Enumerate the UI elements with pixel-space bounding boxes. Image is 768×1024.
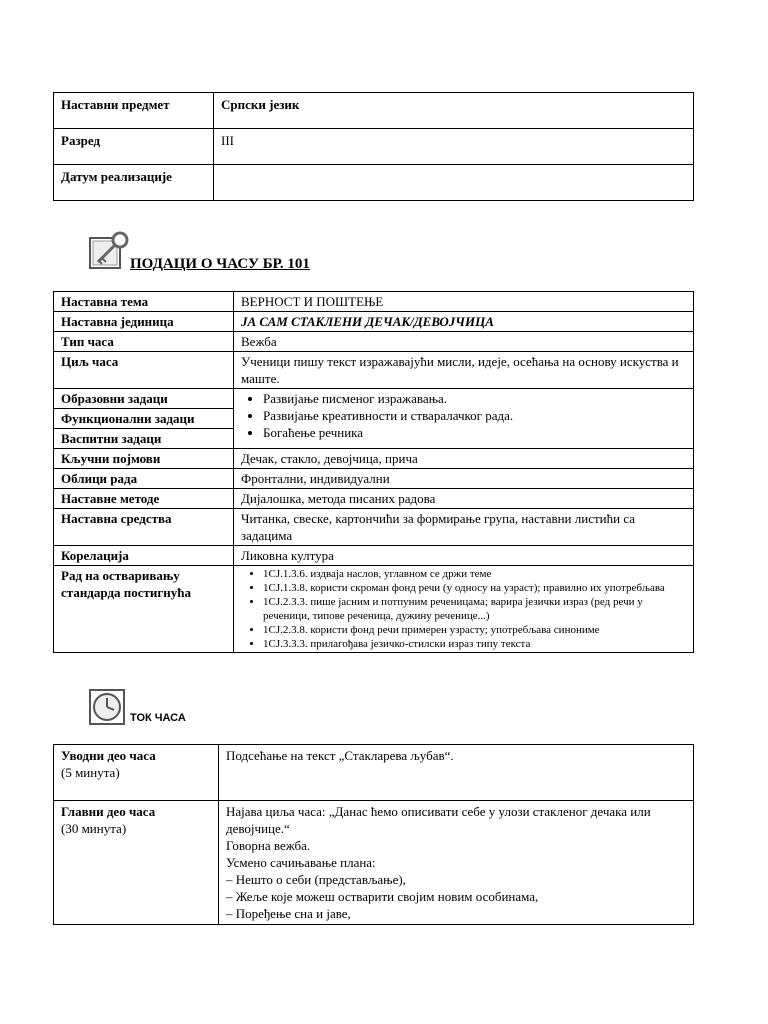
func-tasks-label: Функционални задаци bbox=[54, 409, 233, 429]
main-line: – Жеље које можеш остварити својим новим особинама, bbox=[226, 889, 539, 904]
table-row bbox=[54, 389, 694, 449]
type-label: Тип часа bbox=[54, 332, 234, 352]
list-item: • 1СЈ.1.3.8. користи скроман фонд речи (у односу на узраст); правилно их употребљава bbox=[263, 581, 686, 595]
list-item: • 1СЈ.2.3.3. пише јасним и потпуним реченицама; варира језички израз (ред речи у реченици, типове реченица, дужину реченице...) bbox=[263, 595, 686, 623]
list-item: • Развијање креативности и стваралачког рада. bbox=[263, 407, 686, 424]
main-cell bbox=[54, 801, 219, 925]
main-line: Усмено сачињавање плана: bbox=[226, 855, 376, 870]
means-label: Наставна средства bbox=[54, 509, 234, 546]
standards-label: Рад на остваривању стандарда постигнућа bbox=[54, 566, 234, 653]
main-line: – Поређење сна и јаве, bbox=[226, 906, 351, 921]
table-row bbox=[54, 352, 694, 389]
correlation-label: Корелација bbox=[54, 546, 234, 566]
table-row bbox=[54, 93, 694, 129]
methods-label: Наставне методе bbox=[54, 489, 234, 509]
table-row bbox=[54, 129, 694, 165]
goal-label: Циљ часа bbox=[54, 352, 234, 389]
list-item: • 1СЈ.1.3.6. издваја наслов, углавном се држи теме bbox=[263, 567, 686, 581]
type-value: Вежба bbox=[234, 332, 694, 352]
standards-value bbox=[234, 566, 694, 653]
flow-table bbox=[53, 744, 694, 925]
list-item: • 1СЈ.3.3.3. прилагођава језичко-стилски израз типу текста bbox=[263, 637, 686, 651]
means-value: Читанка, свеске, картончићи за формирање група, наставни листићи са задацима bbox=[234, 509, 694, 546]
methods-value: Дијалошка, метода писаних радова bbox=[234, 489, 694, 509]
grade-value: III bbox=[214, 129, 694, 165]
intro-cell bbox=[54, 745, 219, 801]
lesson-heading: ПОДАЦИ О ЧАСУ БР. 101 bbox=[130, 256, 310, 272]
info-table bbox=[53, 92, 694, 201]
main-label: Главни део часа bbox=[61, 804, 156, 819]
table-row bbox=[54, 469, 694, 489]
main-line: Говорна вежба. bbox=[226, 838, 311, 853]
intro-label: Уводни део часа bbox=[61, 748, 156, 763]
goal-value: Ученици пишу текст изражавајући мисли, идеје, осећања на основу искуства и маште. bbox=[234, 352, 694, 389]
tasks-list bbox=[241, 390, 686, 441]
list-item: • Развијање писменог изражавања. bbox=[263, 390, 686, 407]
edu-tasks-label: Образовни задаци bbox=[54, 389, 233, 409]
flow-heading: ТОК ЧАСА bbox=[130, 712, 186, 724]
table-row bbox=[54, 292, 694, 312]
list-item: • Богаћење речника bbox=[263, 424, 686, 441]
main-duration: (30 минута) bbox=[61, 821, 127, 836]
table-row bbox=[54, 489, 694, 509]
correlation-value: Ликовна култура bbox=[234, 546, 694, 566]
table-row bbox=[54, 745, 694, 801]
lesson-table bbox=[53, 291, 694, 653]
topic-label: Наставна тема bbox=[54, 292, 234, 312]
main-text bbox=[219, 801, 694, 925]
unit-label: Наставна јединица bbox=[54, 312, 234, 332]
table-row bbox=[54, 312, 694, 332]
list-item: • 1СЈ.2.3.8. користи фонд речи примерен узрасту; употребљава синониме bbox=[263, 623, 686, 637]
main-line: – Нешто о себи (представљање), bbox=[226, 872, 406, 887]
standards-list bbox=[241, 567, 686, 651]
table-row bbox=[54, 449, 694, 469]
intro-text: Подсећање на текст „Стакларева љубав“. bbox=[219, 745, 694, 801]
topic-value: ВЕРНОСТ И ПОШТЕЊЕ bbox=[234, 292, 694, 312]
date-label: Датум реализације bbox=[54, 165, 214, 201]
work-forms-value: Фронтални, индивидуални bbox=[234, 469, 694, 489]
tasks-labels bbox=[54, 389, 234, 449]
upbr-tasks-label: Васпитни задаци bbox=[61, 431, 162, 446]
table-row bbox=[54, 566, 694, 653]
table-row bbox=[54, 509, 694, 546]
table-row bbox=[54, 332, 694, 352]
key-terms-label: Кључни појмови bbox=[54, 449, 234, 469]
grade-label: Разред bbox=[54, 129, 214, 165]
key-icon bbox=[88, 230, 130, 272]
key-terms-value: Дечак, стакло, девојчица, прича bbox=[234, 449, 694, 469]
main-line: Најава циља часа: „Данас ћемо описивати себе у улози стакленог дечака или девојчице.“ bbox=[226, 804, 651, 836]
table-row bbox=[54, 801, 694, 925]
table-row bbox=[54, 165, 694, 201]
date-value bbox=[214, 165, 694, 201]
unit-value: ЈА САМ СТАКЛЕНИ ДЕЧАК/ДЕВОЈЧИЦА bbox=[234, 312, 694, 332]
intro-duration: (5 минута) bbox=[61, 765, 120, 780]
subject-label: Наставни предмет bbox=[54, 93, 214, 129]
clock-icon bbox=[88, 686, 130, 728]
tasks-value bbox=[234, 389, 694, 449]
work-forms-label: Облици рада bbox=[54, 469, 234, 489]
table-row bbox=[54, 546, 694, 566]
subject-value: Српски језик bbox=[214, 93, 694, 129]
